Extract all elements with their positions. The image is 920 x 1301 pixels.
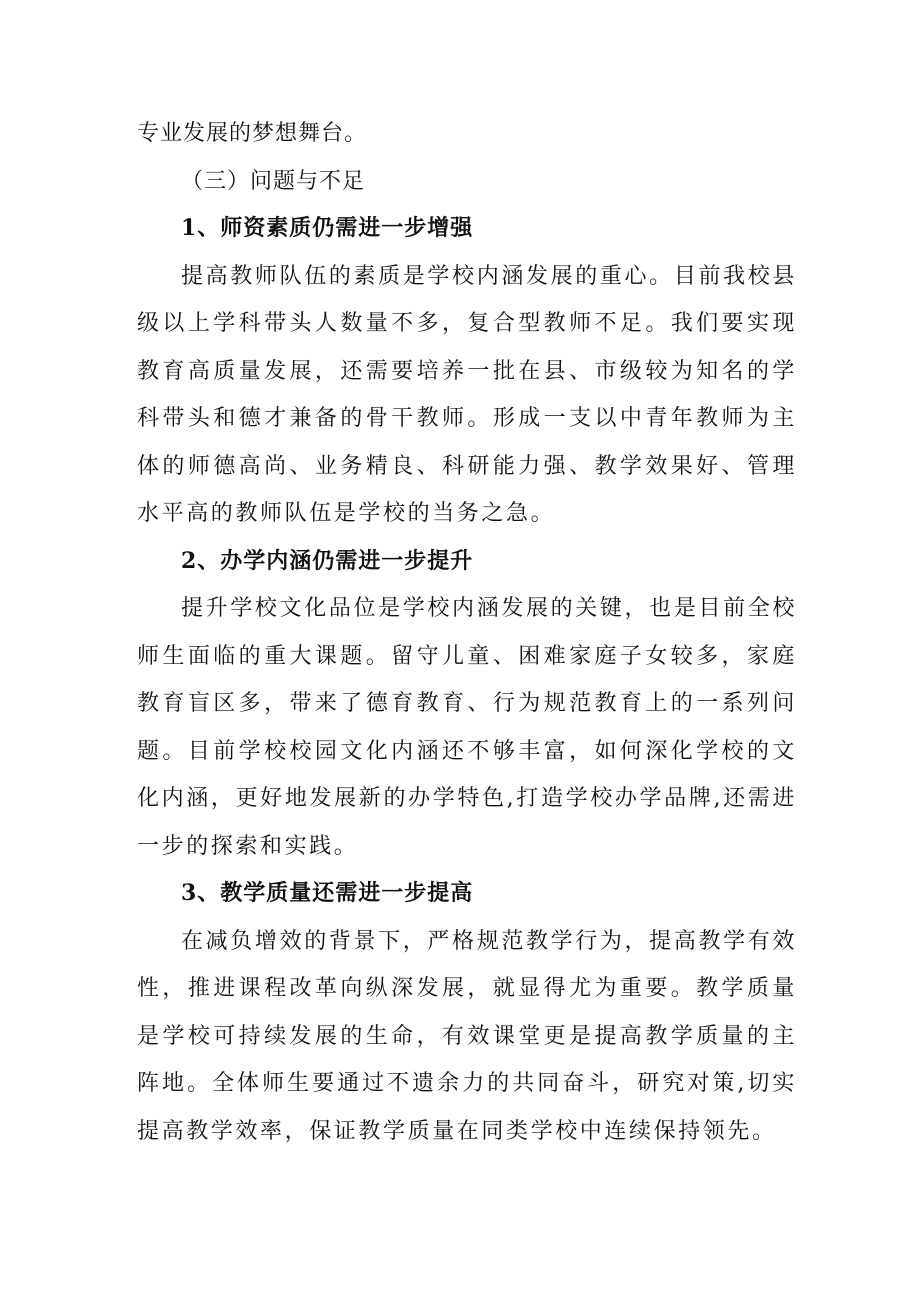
item-1-paragraph: 提高教师队伍的素质是学校内涵发展的重心。目前我校县级以上学科带头人数量不多，复合型教师不足。我们要实现教育高质量发展，还需要培养一批在县、市级较为知名的学科带头和德才兼备的骨干教师。形成一支以中青年教师为主体的师德高尚、业务精良、科研能力强、教学效果好、管理水平高的教师队伍是学校的当务之急。 <box>137 263 797 526</box>
item-2-heading: 2、办学内涵仍需进一步提升 <box>181 547 474 574</box>
item-3-paragraph: 在减负增效的背景下，严格规范教学行为，提高教学有效性，推进课程改革向纵深发展，就显得尤为重要。教学质量是学校可持续发展的生命，有效课堂更是提高教学质量的主阵地。全体师生要通过不遗余力的共同奋斗，研究对策,切实提高教学效率，保证教学质量在同类学校中连续保持领先。 <box>137 928 797 1144</box>
item-1-heading: 1、师资素质仍需进一步增强 <box>181 215 474 241</box>
section-heading: （三）问题与不足 <box>181 168 366 194</box>
item-3-heading: 3、教学质量还需进一步提高 <box>181 880 474 906</box>
document-body <box>137 110 797 1155</box>
continuation-text: 专业发展的梦想舞台。 <box>137 121 368 146</box>
item-2-paragraph: 提升学校文化品位是学校内涵发展的关键，也是目前全校师生面临的重大课题。留守儿童、困难家庭子女较多，家庭教育盲区多，带来了德育教育、行为规范教育上的一系列问题。目前学校校园文化内涵还不够丰富，如何深化学校的文化内涵，更好地发展新的办学特色,打造学校办学品牌,还需进一步的探索和实践。 <box>137 596 797 859</box>
